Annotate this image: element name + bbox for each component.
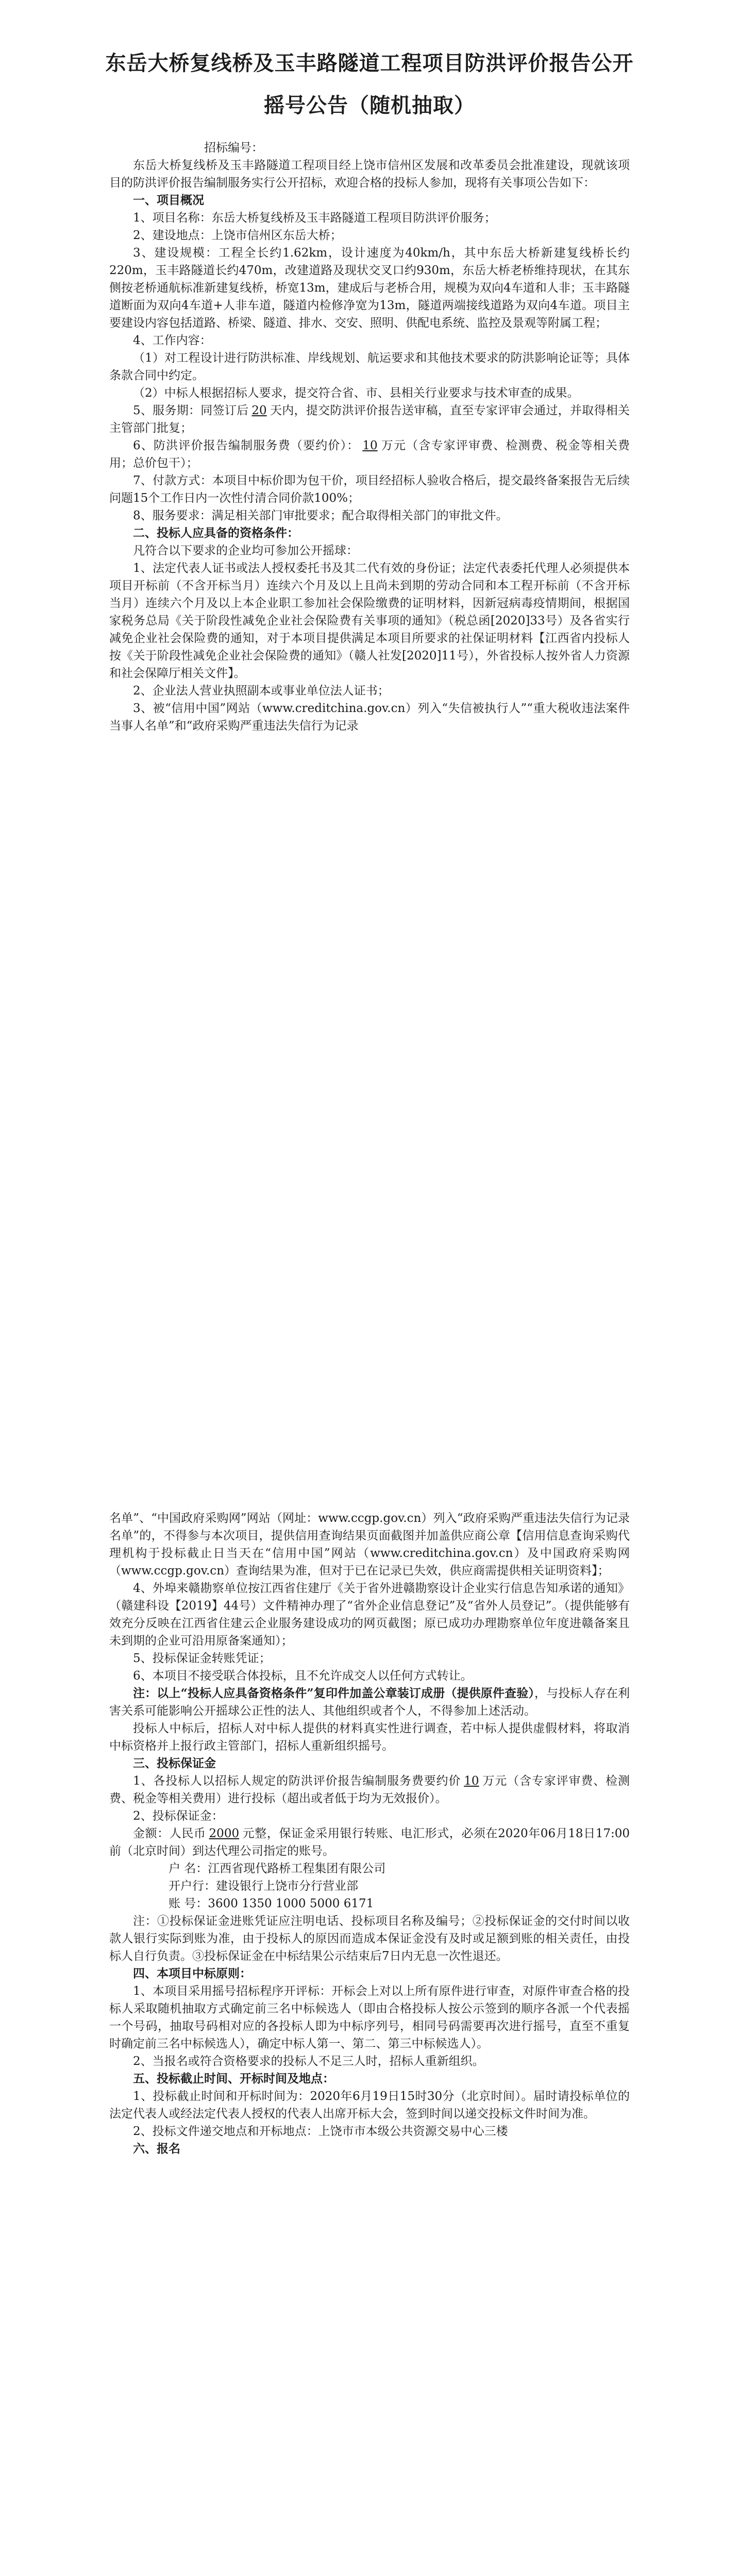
bid-location: 2、投标文件递交地点和开标地点：上饶市市本级公共资源交易中心三楼	[133, 2125, 508, 2138]
bid-price	[109, 1772, 630, 1807]
section-5-heading: 五、投标截止时间、开标时间及地点：	[133, 2072, 334, 2086]
work-content: 4、工作内容：	[133, 334, 212, 347]
requirement-6: 6、本项目不接受联合体投标，且不允许成交人以任何方式转让。	[133, 1669, 473, 1683]
bid-bond-amount-pre: 金额：人民币	[133, 1827, 206, 1840]
section-1-heading: 一、项目概况	[133, 194, 204, 207]
section-6-heading: 六、报名	[133, 2142, 180, 2156]
service-fee-amount: 10	[362, 439, 378, 452]
deadline-time: 1、投标截止时间和开标时间为：2020年6月19日15时30分（北京时间）。届时请投标单位的法定代表人或经法定代表人授权的代表人出席开标大会，签到时间以递交投标文件时间为准。	[109, 2090, 630, 2121]
section-2-intro: 凡符合以下要求的企业均可参加公开摇球：	[133, 544, 358, 557]
section-2-heading: 二、投标人应具备的资格条件：	[133, 527, 299, 540]
project-location: 2、建设地点：上饶市信州区东岳大桥；	[133, 229, 342, 242]
service-period	[109, 402, 630, 437]
project-name: 1、项目名称：东岳大桥复线桥及玉丰路隧道工程项目防洪评价服务；	[133, 211, 496, 225]
section-4-heading: 四、本项目中标原则：	[133, 1967, 251, 1980]
bid-bond-amount-post: 元整，保证金采用银行转账、电汇形式，必须在2020年06月18日17:00前（北京时间）到达代理公司指定的账号。	[109, 1827, 630, 1858]
service-fee-pre: 6、防洪评价报告编制服务费（要约价）：	[133, 439, 360, 452]
bid-bond-note: 注：①投标保证金进账凭证应注明电话、投标项目名称及编号；②投标保证金的交付时间以收款人银行实际到账为准，由于投标人的原因而造成本保证金没有及时或足额到账的相关责任，由投标人自行负责。③投标保证金在中标结果公示结束后7日内无息一次性退还。	[109, 1914, 630, 1963]
announcement-number: 招标编号：	[204, 141, 263, 155]
service-requirement: 8、服务要求：满足相关部门审批要求；配合取得相关部门的审批文件。	[133, 509, 508, 522]
doc-title-line-2: 摇号公告（随机抽取）	[264, 94, 475, 117]
doc-title-line-1: 东岳大桥复线桥及玉丰路隧道工程项目防洪评价报告公开	[105, 52, 634, 75]
service-period-pre: 5、服务期：同签订后	[133, 404, 249, 417]
service-fee-post: 万元（含专家评审费、检测费、税金等相关费用；总价包干）；	[109, 439, 630, 470]
requirement-5: 5、投标保证金转账凭证；	[133, 1652, 271, 1665]
requirement-3-part-b: 名单”、“中国政府采购网”网站（网址：www.ccgp.gov.cn）列入“政府采购严重违法失信行为记录名单”的，不得参与本次项目，提供信用查询结果页面截图并加盖供应商公章【信用信息查询采购代理机构于投标截止日当天在“信用中国”网站（www.creditchina.gov.cn）及中国政府采购网（www.ccgp.gov.cn）查询结果为准，但对于已在记录已失效，供应商需提供相关证明资料】；	[109, 1512, 630, 1578]
bid-price-amount: 10	[464, 1774, 479, 1788]
account-name: 户 名：江西省现代路桥工程集团有限公司	[169, 1862, 386, 1875]
payment-method: 7、付款方式：本项目中标价即为包干价，项目经招标人验收合格后，提交最终备案报告无后续问题15个工作日内一次性付清合同价款100%；	[109, 474, 630, 505]
bid-bond: 2、投标保证金：	[133, 1809, 224, 1823]
bid-bond-amount-value: 2000	[209, 1827, 240, 1840]
verification-note: 投标人中标后，招标人对中标人提供的材料真实性进行调查，若中标人提供虚假材料，将取消中标资格并上报行政主管部门，招标人重新组织摇号。	[109, 1722, 630, 1753]
section-part-2	[109, 1510, 630, 2158]
service-period-post: 天内，提交防洪评价报告送审稿，直至专家评审会通过，并取得相关主管部门批复；	[109, 404, 630, 435]
work-content-b: （2）中标人根据招标人要求，提交符合省、市、县相关行业要求与技术审查的成果。	[133, 386, 579, 400]
intro-paragraph: 东岳大桥复线桥及玉丰路隧道工程项目经上饶市信州区发展和改革委员会批准建设，现就该项目的防洪评价报告编制服务实行公开招标，欢迎合格的投标人参加，现将有关事项公告如下：	[109, 159, 630, 190]
section-part-1	[109, 139, 630, 735]
service-fee	[109, 437, 630, 472]
bid-price-post: 万元（含专家评审费、检测费、税金等相关费用）进行投标（超出或者低于均为无效报价）。	[109, 1774, 630, 1805]
bid-bond-amount	[109, 1825, 630, 1860]
requirement-1: 1、法定代表人证书或法人授权委托书及其二代有效的身份证；法定代表委托代理人必须提供本项目开标前（不含开标当月）连续六个月及以上且尚未到期的劳动合同和本工程开标前（不含开标当月）连续六个月及以上本企业职工参加社会保险缴费的证明材料，因新冠病毒疫情期间，根据国家税务总局《关于阶段性减免企业社会保险费有关事项的通知》（税总函[2020]33号）及各省实行减免企业社会保险费的通知，对于本项目提供满足本项目所要求的社保证明材料【江西省内投标人按《关于阶段性减免企业社会保险费的通知》（赣人社发[2020]11号），外省投标人按外省人力资源和社会保障厅相关文件】。	[109, 562, 630, 680]
service-period-days: 20	[251, 404, 267, 417]
award-principle-1: 1、本项目采用摇号招标程序开评标：开标会上对以上所有原件进行审查，对原件审查合格的投标人采取随机抽取方式确定前三名中标候选人（即由合格投标人按公示签到的顺序各派一个代表摇一个号码，抽取号码相对应的各投标人即为中标序列号，相同号码需要再次进行摇号，直至不重复时确定前三名中标候选人），确定中标人第一、第二、第三中标候选人）。	[109, 1985, 630, 2050]
requirement-4: 4、外埠来赣勘察单位按江西省住建厅《关于省外进赣勘察设计企业实行信息告知承诺的通知》（赣建科设【2019】44号）文件精神办理了“省外企业信息登记”及“省外人员登记”。（提供能够有效充分反映在江西省住建云企业服务建设成功的网页截图；原已成功办理勘察单位年度进赣备案且未到期的企业可沿用原备案通知）；	[109, 1582, 630, 1648]
work-content-a: （1）对工程设计进行防洪标准、岸线规划、航运要求和其他技术要求的防洪影响论证等；具体条款合同中约定。	[109, 351, 630, 382]
account-bank: 开户行：建设银行上饶市分行营业部	[169, 1879, 358, 1893]
account-number: 账 号：3600 1350 1000 5000 6171	[169, 1897, 374, 1910]
section-3-heading: 三、投标保证金	[133, 1757, 216, 1770]
bid-price-pre: 1、各投标人以招标人规定的防洪评价报告编制服务费要约价	[133, 1774, 461, 1788]
project-scale: 3、建设规模：工程全长约1.62km，设计速度为40km/h，其中东岳大桥新建复线桥长约220m，玉丰路隧道长约470m，改建道路及现状交叉口约930m，东岳大桥老桥维持现状，在其东侧按老桥通航标准新建复线桥，桥宽13m，建成后与老桥合用，规模为双向4车道和人非；玉丰路隧道断面为双向4车道+人非车道，隧道内检修净宽为13m，隧道两端接线道路为双向4车道。项目主要建设内容包括道路、桥梁、隧道、排水、交安、照明、供配电系统、监控及景观等附属工程；	[109, 246, 630, 330]
requirement-3-part-a: 3、被“信用中国”网站（www.creditchina.gov.cn）列入“失信被执行人”“重大税收违法案件当事人名单”和“政府采购严重违法失信行为记录	[109, 702, 630, 733]
requirement-2: 2、企业法人营业执照副本或事业单位法人证书；	[133, 684, 390, 698]
qualification-note-bold: 注：以上“投标人应具备资格条件”复印件加盖公章装订成册（提供原件查验）	[133, 1686, 534, 1700]
qualification-note	[109, 1685, 630, 1720]
qualification-note-rest: ，与投标人存在利害关系可能影响公开摇球公正性的法人、其他组织或者个人，不得参加上述活动。	[109, 1687, 630, 1718]
award-principle-2: 2、当报名或符合资格要求的投标人不足三人时，招标人重新组织。	[133, 2055, 484, 2068]
